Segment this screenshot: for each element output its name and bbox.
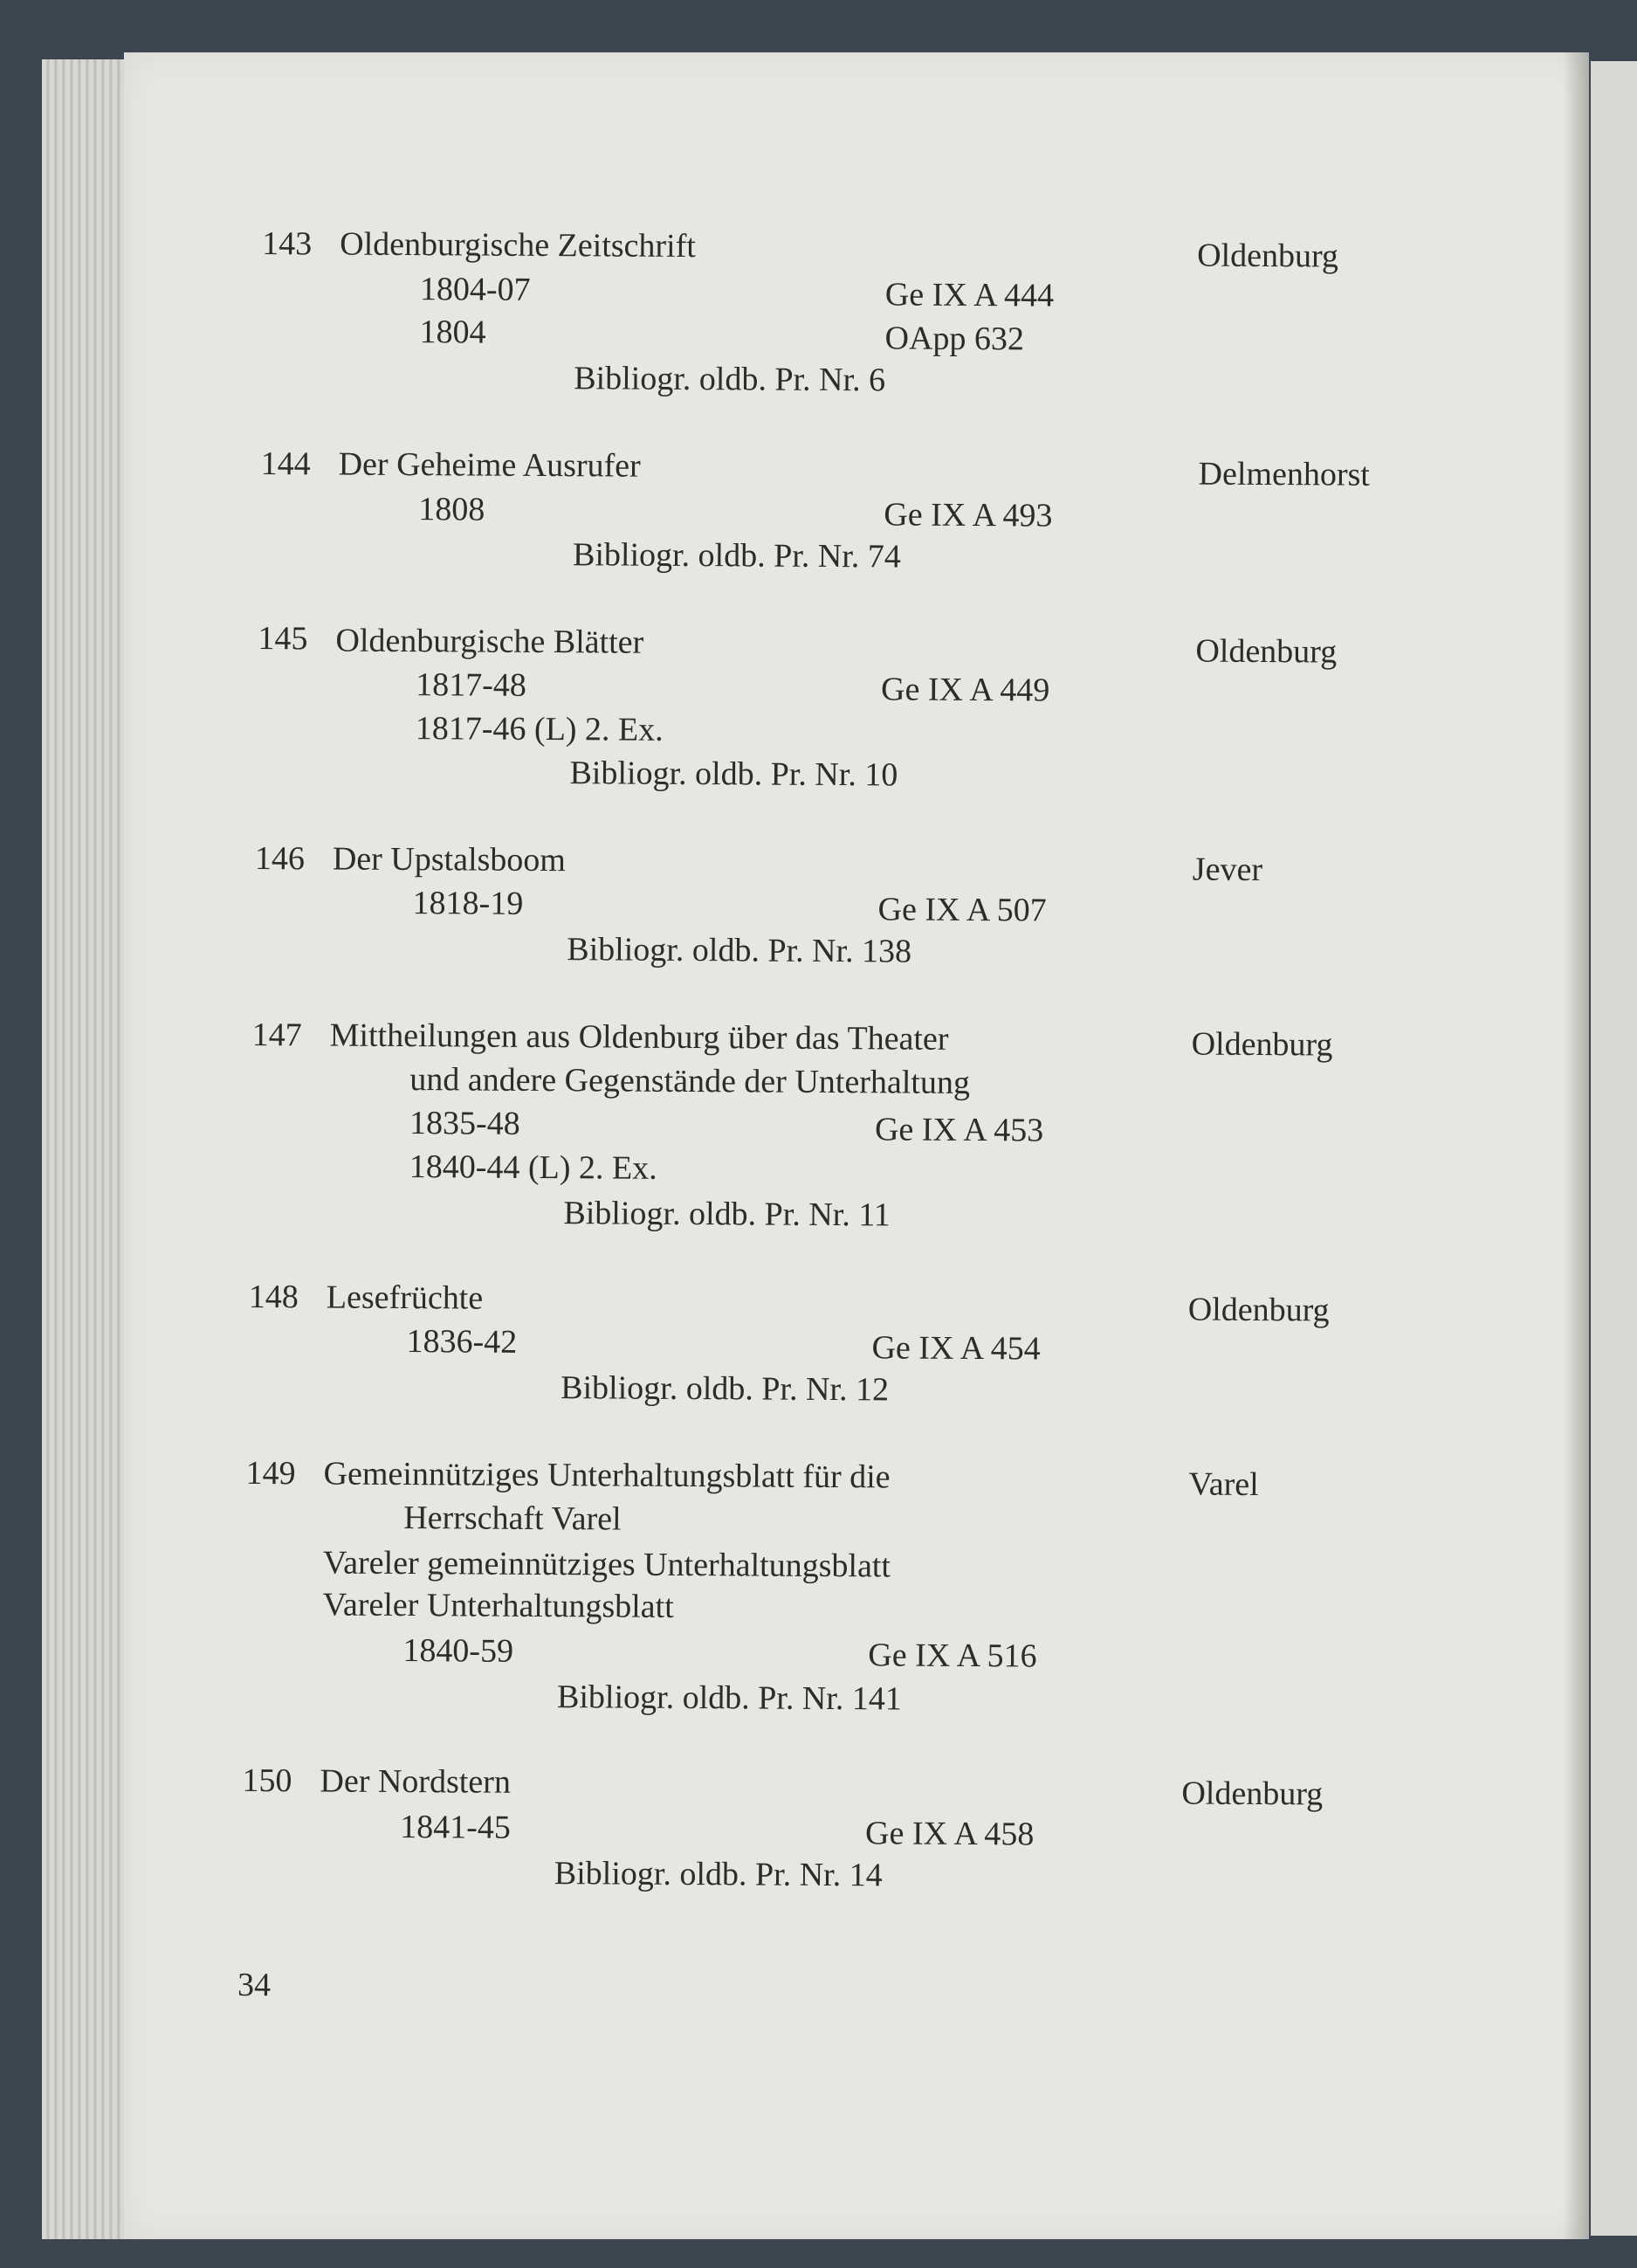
- entry-number: 143: [262, 225, 313, 263]
- holding-shelfmark: Ge IX A 493: [884, 496, 1053, 534]
- variant-title: Vareler Unterhaltungsblatt: [322, 1586, 674, 1625]
- holding-shelfmark: Ge IX A 444: [884, 276, 1055, 314]
- entry-title: Gemeinnütziges Unterhaltungsblatt für die: [323, 1455, 891, 1496]
- entry-title: Der Nordstern: [320, 1762, 512, 1801]
- page-number: 34: [237, 1966, 272, 2004]
- entry-title-continued: Herrschaft Varel: [403, 1499, 622, 1538]
- holding-years: 1818-19: [412, 885, 524, 922]
- entry-title: Mittheilungen aus Oldenburg über das Theater: [329, 1017, 949, 1058]
- holding-shelfmark: Ge IX A 516: [868, 1637, 1037, 1675]
- bibliography-reference: Bibliogr. oldb. Pr. Nr. 138: [567, 931, 912, 970]
- holding-shelfmark: Ge IX A 458: [864, 1815, 1035, 1853]
- entry-place: Oldenburg: [1187, 1291, 1330, 1329]
- entry-number: 147: [251, 1016, 302, 1054]
- entry-number: 146: [254, 839, 306, 878]
- holding-years: 1804: [419, 314, 486, 351]
- catalog-entry: [7, 0, 1637, 399]
- variant-title: Vareler gemeinnütziges Unterhaltungsblatt: [322, 1544, 891, 1585]
- holding-years: 1804-07: [419, 271, 531, 308]
- entry-number: 148: [248, 1278, 299, 1316]
- holding-years: 1817-48: [416, 666, 526, 704]
- entry-number: 145: [258, 619, 308, 658]
- bibliography-reference: Bibliogr. oldb. Pr. Nr. 11: [563, 1195, 891, 1234]
- bibliography-reference: Bibliogr. oldb. Pr. Nr. 14: [554, 1855, 883, 1894]
- holding-shelfmark: OApp 632: [884, 320, 1025, 358]
- entry-title-continued: und andere Gegenstände der Unterhaltung: [409, 1061, 971, 1101]
- bibliography-reference: Bibliogr. oldb. Pr. Nr. 141: [556, 1679, 903, 1718]
- entry-number: 149: [245, 1454, 296, 1492]
- entry-place: Delmenhorst: [1198, 455, 1371, 493]
- bibliography-reference: Bibliogr. oldb. Pr. Nr. 10: [569, 755, 898, 794]
- entry-number: 144: [260, 445, 311, 483]
- entry-place: Oldenburg: [1191, 1025, 1333, 1064]
- holding-years: 1835-48: [409, 1105, 520, 1142]
- entry-title: Der Geheime Ausrufer: [338, 445, 641, 485]
- bibliography-reference: Bibliogr. oldb. Pr. Nr. 6: [574, 360, 886, 399]
- holding-shelfmark: Ge IX A 449: [880, 671, 1050, 709]
- holding-years: 1817-46 (L) 2. Ex.: [415, 710, 664, 748]
- entry-place: Varel: [1188, 1465, 1259, 1504]
- holding-shelfmark: Ge IX A 454: [871, 1329, 1041, 1368]
- entry-title: Lesefrüchte: [326, 1279, 484, 1317]
- entry-place: Jever: [1192, 851, 1263, 889]
- entry-title: Oldenburgische Blätter: [335, 622, 644, 661]
- entry-place: Oldenburg: [1197, 237, 1339, 275]
- bibliography-reference: Bibliogr. oldb. Pr. Nr. 12: [561, 1369, 890, 1409]
- entry-title: Oldenburgische Zeitschrift: [340, 225, 697, 265]
- entry-place: Oldenburg: [1181, 1775, 1324, 1813]
- holding-years: 1840-44 (L) 2. Ex.: [409, 1148, 657, 1187]
- entry-number: 150: [242, 1761, 292, 1800]
- entry-place: Oldenburg: [1195, 632, 1338, 671]
- holding-shelfmark: Ge IX A 507: [877, 891, 1047, 929]
- entry-title: Der Upstalsboom: [332, 840, 567, 879]
- holding-years: 1808: [418, 491, 485, 528]
- holding-shelfmark: Ge IX A 453: [874, 1111, 1044, 1149]
- holding-years: 1836-42: [406, 1323, 518, 1361]
- bibliography-reference: Bibliogr. oldb. Pr. Nr. 74: [572, 536, 902, 576]
- holding-years: 1840-59: [402, 1632, 514, 1670]
- holding-years: 1841-45: [400, 1809, 511, 1846]
